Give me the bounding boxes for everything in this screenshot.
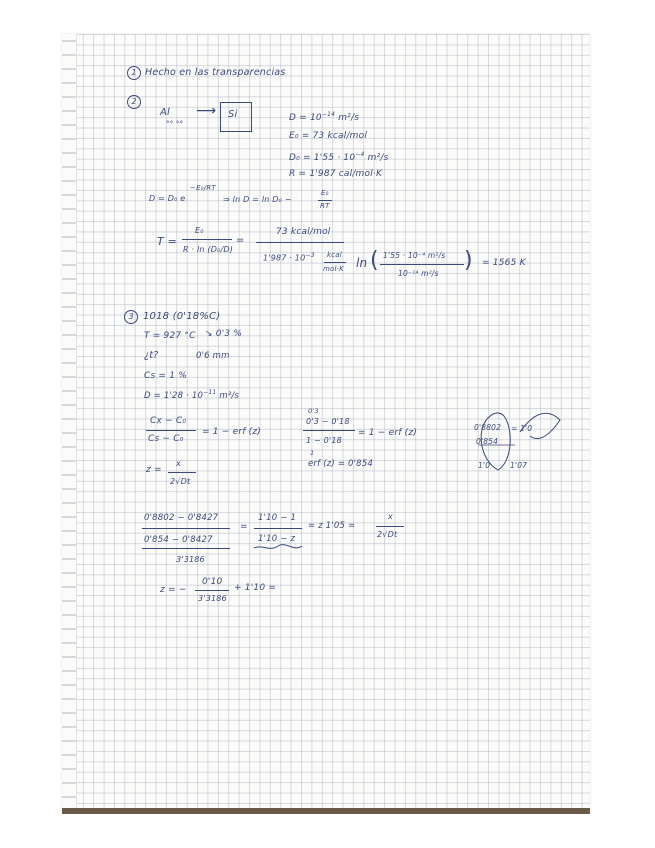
al-label: Al	[160, 107, 171, 118]
t-frac-den: R · ln (D₀/D)	[183, 245, 234, 254]
paren-right: )	[464, 248, 473, 273]
t-den-molk: mol·K	[323, 265, 344, 273]
eq1-frac-den: RT	[320, 202, 330, 210]
z2-num: 0'10	[202, 577, 223, 587]
z-den: 2√Dt	[170, 477, 191, 486]
eq1-frac-num: E₀	[321, 189, 329, 197]
paren-left: (	[370, 248, 379, 273]
z2-label: z = −	[160, 585, 187, 595]
frac2-num: 0'3 − 0'18	[306, 417, 350, 426]
temperature: T = 927 °C	[144, 331, 196, 341]
z2-den: 3'3186	[198, 594, 227, 603]
section-3-title: 1018 (0'18%C)	[143, 311, 221, 322]
erf-value: erf (z) = 0'854	[308, 459, 374, 469]
section-1-number: 1	[127, 66, 141, 80]
d0-value: $D_0 = 1'55 \cdot 10^{-4}$ m²/s	[289, 151, 389, 163]
interp-eq: =	[240, 522, 248, 532]
z2-tail: + 1'10 =	[234, 583, 277, 593]
z-num: x	[176, 459, 181, 468]
z-eq: z =	[146, 465, 162, 475]
section-1-text: Hecho en las transparencias	[145, 67, 286, 78]
eq1-left: D = D₀ e	[149, 194, 186, 203]
interp-r-num: 1'10 − 1	[258, 513, 297, 523]
side-value-1: 0'8802	[474, 423, 502, 432]
frac2-num-above: 0'3	[308, 407, 319, 415]
interp-result: = z 1'05 =	[308, 521, 356, 531]
time-question: ¿t?	[144, 350, 159, 361]
d-exp: −14	[321, 111, 336, 118]
interp-x-bar	[376, 526, 404, 527]
t-equals: =	[236, 235, 245, 246]
frac-den: Cs − C₀	[148, 434, 184, 444]
depth: 0'6 mm	[196, 351, 230, 361]
t-den-kcal: kcal	[327, 251, 342, 259]
interp-value: 3'3186	[176, 555, 205, 564]
t-den-1: $1'987 \cdot 10^{-3}$	[263, 252, 315, 263]
interp-den: 0'854 − 0'8427	[144, 535, 213, 545]
interp-2dt: 2√Dt	[377, 530, 398, 539]
cs-value: Cs = 1 %	[144, 371, 187, 381]
interp-num: 0'8802 − 0'8427	[144, 513, 219, 523]
eq1-mid: ⇒ ln D = ln D₀ −	[223, 195, 292, 204]
side-value-2: 0'854	[476, 437, 499, 446]
side-value-5: = 1'0	[511, 424, 533, 433]
interp-x: x	[388, 512, 393, 521]
atom-dots: °° °°	[166, 120, 184, 128]
z2-bar	[195, 590, 229, 591]
e0-value: E₀ = 73 kcal/mol	[289, 131, 368, 141]
r-value: R = 1'987 cal/mol·K	[289, 169, 383, 179]
frac2-den-note: 1	[310, 449, 315, 457]
side-value-3: 1'0	[478, 461, 491, 470]
t-frac-num: E₀	[195, 226, 204, 235]
t-ln: ln	[356, 256, 368, 270]
t-big-num: 73 kcal/mol	[276, 227, 331, 237]
interp-r-den: 1'10 − z	[258, 534, 296, 544]
arrow-right-icon: ⟶	[196, 103, 217, 119]
eq1-exp: −E₀/RT	[190, 184, 216, 192]
section-2-number: 2	[127, 95, 141, 109]
erf-eq2: = 1 − erf (z)	[358, 428, 418, 438]
t-ln-num: 1'55 · 10⁻⁴ m²/s	[383, 251, 446, 260]
t-label: T =	[157, 235, 178, 248]
d-value-3: $D = 1'28 \cdot 10^{-11}$ m²/s	[144, 389, 240, 401]
frac2-den: 1 − 0'18	[306, 436, 342, 445]
t-ln-den: 10⁻¹⁴ m²/s	[398, 269, 439, 278]
section-3-number: 3	[124, 310, 138, 324]
side-value-4: 1'07	[510, 461, 528, 470]
si-label: Si	[228, 109, 238, 120]
erf-eq: = 1 − erf (z)	[202, 427, 262, 437]
frac-num: Cx − C₀	[150, 416, 187, 426]
concentration-arrow: ↘ 0'3 %	[205, 329, 243, 339]
t-result: = 1565 K	[482, 258, 526, 268]
d-value: $D = 10^{-14}$ m²/s	[289, 111, 360, 123]
